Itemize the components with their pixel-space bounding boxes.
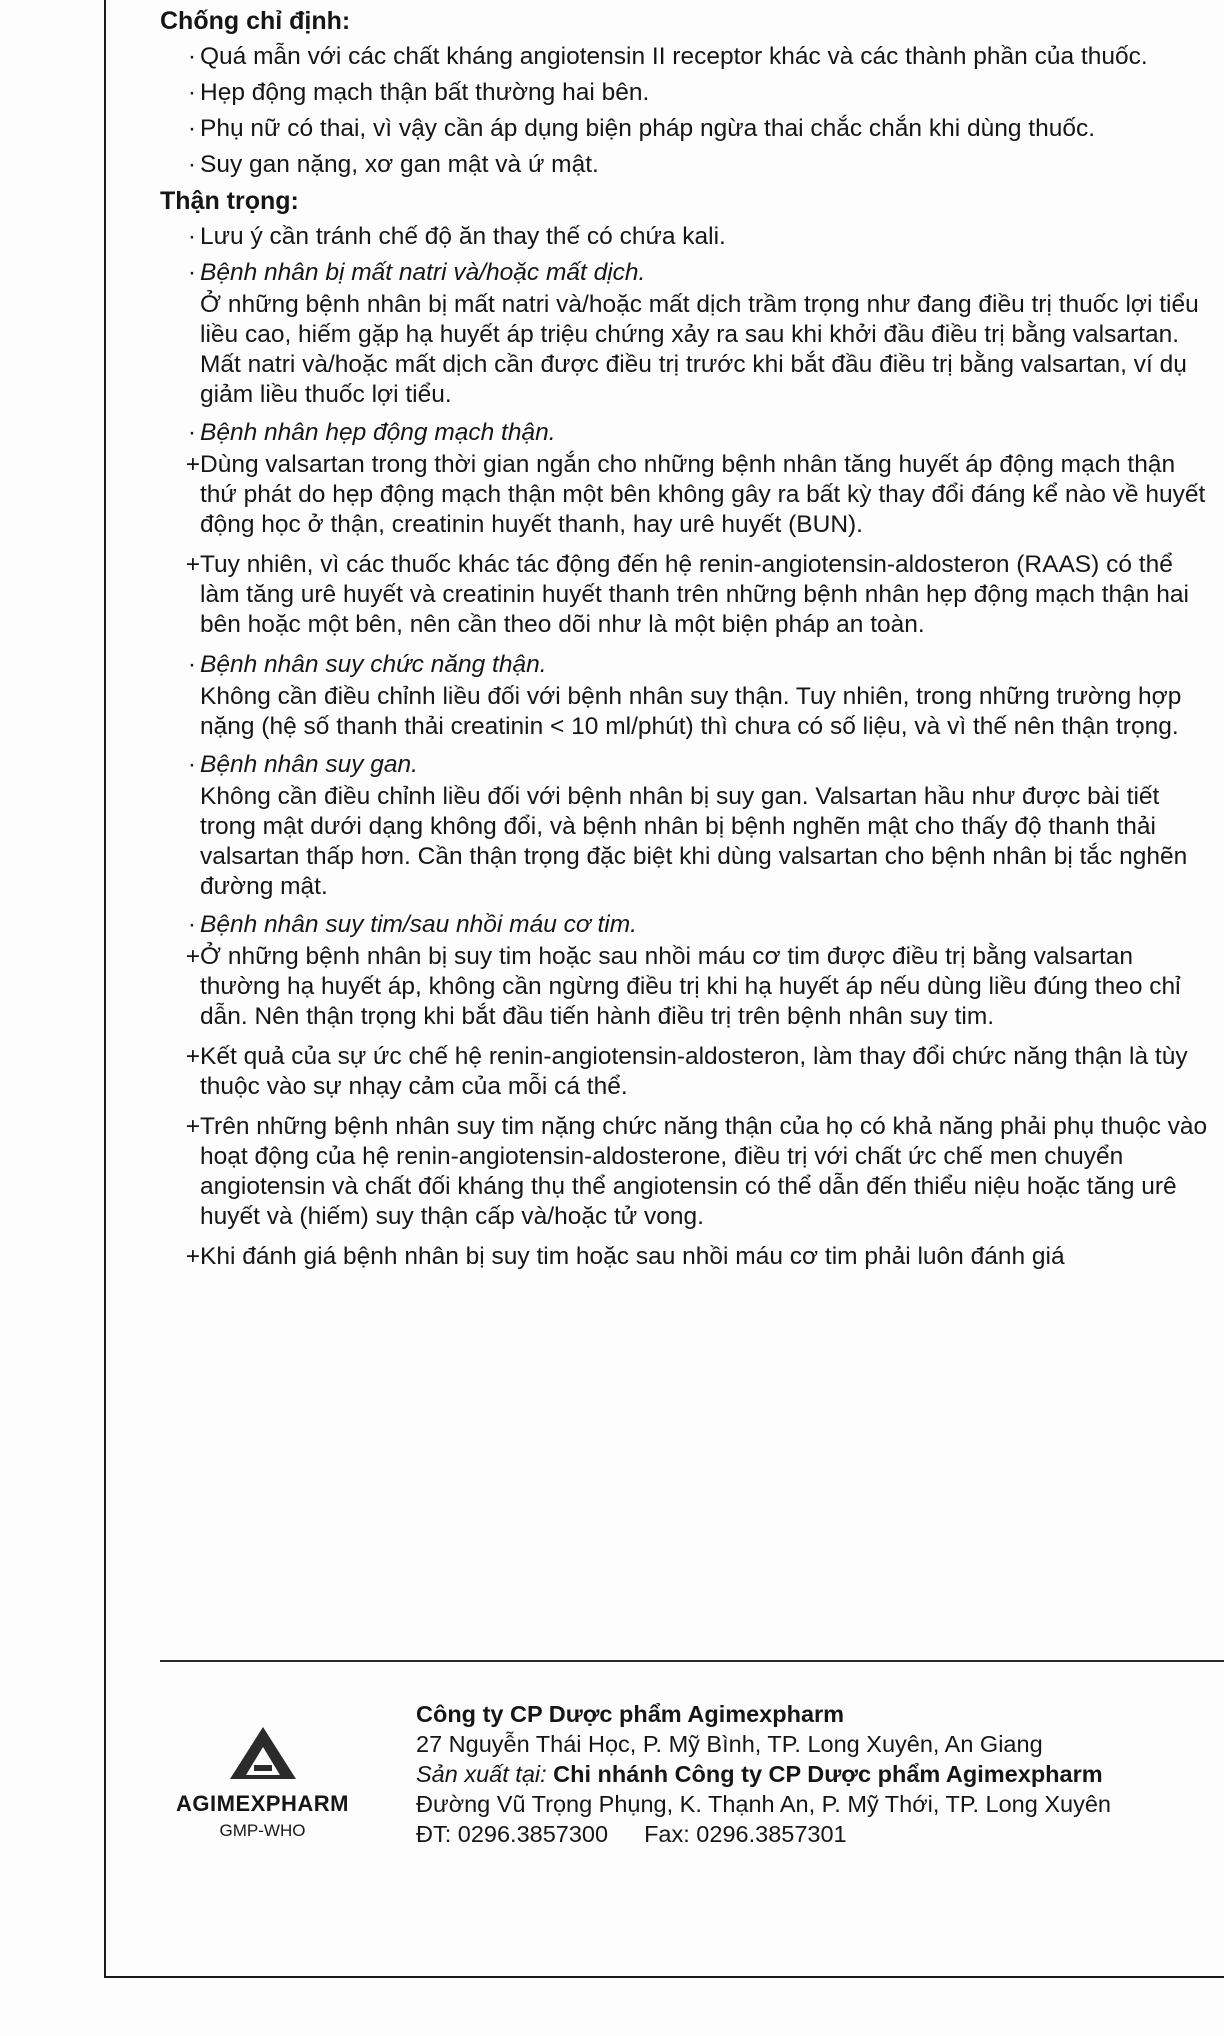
plus-marker: +: [185, 1243, 200, 1270]
hepatic-impairment-title: Bệnh nhân suy gan.: [200, 751, 418, 778]
company-address: 27 Nguyễn Thái Học, P. Mỹ Bình, TP. Long Xuyên, An Giang: [416, 1731, 1043, 1757]
renal-impairment-title: Bệnh nhân suy chức năng thận.: [200, 651, 547, 678]
manufacturing-site: [416, 1759, 1224, 1789]
made-at-address: Đường Vũ Trọng Phụng, K. Thạnh An, P. Mỹ Thới, TP. Long Xuyên: [416, 1791, 1111, 1817]
plus-paragraph: [160, 1242, 1212, 1272]
bullet-marker: ·: [187, 79, 196, 106]
company-name: Công ty CP Dược phẩm Agimexpharm: [416, 1701, 845, 1727]
plus-marker: +: [185, 1113, 200, 1140]
plus-paragraph: [160, 450, 1212, 540]
plus-paragraph: [160, 942, 1212, 1032]
heart-failure-text-1: Ở những bệnh nhân bị suy tim hoặc sau nhồi máu cơ tim được điều trị bằng valsartan thường hạ huyết áp, không cần ngừng điều trị khi hạ huyết áp nếu dùng liều đúng theo chỉ dẫn. Nên thận trọng khi bắt đầu tiến hành điều trị trên bệnh nhân suy tim.: [200, 943, 1181, 1030]
plus-paragraph: [160, 1042, 1212, 1102]
fax-number: Fax: 0296.3857301: [644, 1821, 847, 1847]
agimexpharm-triangle-icon: [228, 1725, 298, 1781]
plus-marker: +: [185, 451, 200, 478]
renal-stenosis-title: Bệnh nhân hẹp động mạch thận.: [200, 419, 556, 446]
company-info: [416, 1699, 1224, 1849]
plus-marker: +: [185, 943, 200, 970]
renal-impairment-text: Không cần điều chỉnh liều đối với bệnh nhân suy thận. Tuy nhiên, trong những trường hợp nặng (hệ số thanh thải creatinin < 10 ml/phút) thì chưa có số liệu, và vì thế nên thận trọng.: [200, 683, 1182, 740]
page-border-left: [104, 0, 106, 1978]
plus-marker: +: [185, 1043, 200, 1070]
contact-line: [416, 1819, 1224, 1849]
contraindication-item: [160, 150, 1212, 180]
precaution-subheading: [160, 650, 1212, 680]
sodium-depletion-title: Bệnh nhân bị mất natri và/hoặc mất dịch.: [200, 259, 646, 286]
contraindication-text: Suy gan nặng, xơ gan mật và ứ mật.: [200, 151, 599, 178]
renal-stenosis-text-1: Dùng valsartan trong thời gian ngắn cho những bệnh nhân tăng huyết áp động mạch thận thứ phát do hẹp động mạch thận một bên không gây ra bất kỳ thay đổi đáng kể nào về huyết động học ở thận, creatinin huyết thanh, hay urê huyết (BUN).: [200, 451, 1206, 538]
bullet-marker: ·: [187, 651, 196, 678]
made-at-label: Sản xuất tại:: [416, 1761, 547, 1787]
page-border-bottom: [104, 1976, 1224, 1978]
contraindication-text: Quá mẫn với các chất kháng angiotensin II receptor khác và các thành phần của thuốc.: [200, 43, 1148, 70]
heart-failure-text-4: Khi đánh giá bệnh nhân bị suy tim hoặc sau nhồi máu cơ tim phải luôn đánh giá: [200, 1243, 1065, 1270]
manufacturer-footer: [160, 1695, 1224, 1895]
contraindication-item: [160, 114, 1212, 144]
precautions-heading: Thận trọng:: [160, 187, 299, 215]
contraindication-item: [160, 78, 1212, 108]
precaution-subheading: [160, 418, 1212, 448]
plus-paragraph: [160, 550, 1212, 640]
heart-failure-title: Bệnh nhân suy tim/sau nhồi máu cơ tim.: [200, 911, 637, 938]
hepatic-impairment-text: Không cần điều chỉnh liều đối với bệnh nhân bị suy gan. Valsartan hầu như được bài tiết trong mật dưới dạng không đổi, và bệnh nhân bị bệnh nghẽn mật cho thấy độ thanh thải valsartan thấp hơn. Cần thận trọng đặc biệt khi dùng valsartan cho bệnh nhân bị tắc nghẽn đường mật.: [200, 783, 1188, 900]
company-logo: [160, 1725, 365, 1841]
renal-stenosis-text-2: Tuy nhiên, vì các thuốc khác tác động đến hệ renin-angiotensin-aldosteron (RAAS) có thể làm tăng urê huyết và creatinin huyết thanh trên những bệnh nhân hẹp động mạch thận hai bên hoặc một bên, nên cần theo dõi như là một biện pháp an toàn.: [200, 551, 1189, 638]
footer-divider: [160, 1660, 1224, 1662]
contraindication-item: [160, 42, 1212, 72]
bullet-marker: ·: [187, 911, 196, 938]
heart-failure-text-2: Kết quả của sự ức chế hệ renin-angiotensin-aldosteron, làm thay đổi chức năng thận là tùy thuộc vào sự nhạy cảm của mỗi cá thể.: [200, 1043, 1188, 1100]
bullet-marker: ·: [187, 223, 196, 250]
heart-failure-text-3: Trên những bệnh nhân suy tim nặng chức năng thận của họ có khả năng phải phụ thuộc vào hoạt động của hệ renin-angiotensin-aldosterone, điều trị với chất ức chế men chuyển angiotensin và chất đối kháng thụ thể angiotensin có thể dẫn đến thiểu niệu hoặc tăng urê huyết và (hiếm) suy thận cấp và/hoặc tử vong.: [200, 1113, 1208, 1230]
bullet-marker: ·: [187, 115, 196, 142]
precaution-subheading: [160, 910, 1212, 940]
contraindication-text: Phụ nữ có thai, vì vậy cần áp dụng biện pháp ngừa thai chắc chắn khi dùng thuốc.: [200, 115, 1096, 142]
plus-paragraph: [160, 1112, 1212, 1232]
logo-name: AGIMEXPHARM: [176, 1791, 349, 1816]
bullet-marker: ·: [187, 43, 196, 70]
phone-number: ĐT: 0296.3857300: [416, 1821, 609, 1847]
precaution-item: [160, 222, 1212, 252]
logo-certification: GMP-WHO: [219, 1821, 306, 1840]
precaution-subheading: [160, 258, 1212, 288]
potassium-note: Lưu ý cần tránh chế độ ăn thay thế có chứa kali.: [200, 223, 726, 250]
bullet-marker: ·: [187, 151, 196, 178]
plus-marker: +: [185, 551, 200, 578]
bullet-marker: ·: [187, 419, 196, 446]
leaflet-content: [160, 4, 1212, 1282]
bullet-marker: ·: [187, 259, 196, 286]
sodium-depletion-text: Ở những bệnh nhân bị mất natri và/hoặc mất dịch trầm trọng như đang điều trị thuốc lợi tiểu liều cao, hiếm gặp hạ huyết áp triệu chứng xảy ra sau khi khởi đầu điều trị bằng valsartan. Mất natri và/hoặc mất dịch cần được điều trị trước khi bắt đầu điều trị bằng valsartan, ví dụ giảm liều thuốc lợi tiểu.: [200, 291, 1199, 408]
made-at-company: Chi nhánh Công ty CP Dược phẩm Agimexpharm: [553, 1761, 1103, 1787]
precaution-subheading: [160, 750, 1212, 780]
contraindication-text: Hẹp động mạch thận bất thường hai bên.: [200, 79, 650, 106]
bullet-marker: ·: [187, 751, 196, 778]
contraindications-heading: Chống chỉ định:: [160, 7, 351, 35]
